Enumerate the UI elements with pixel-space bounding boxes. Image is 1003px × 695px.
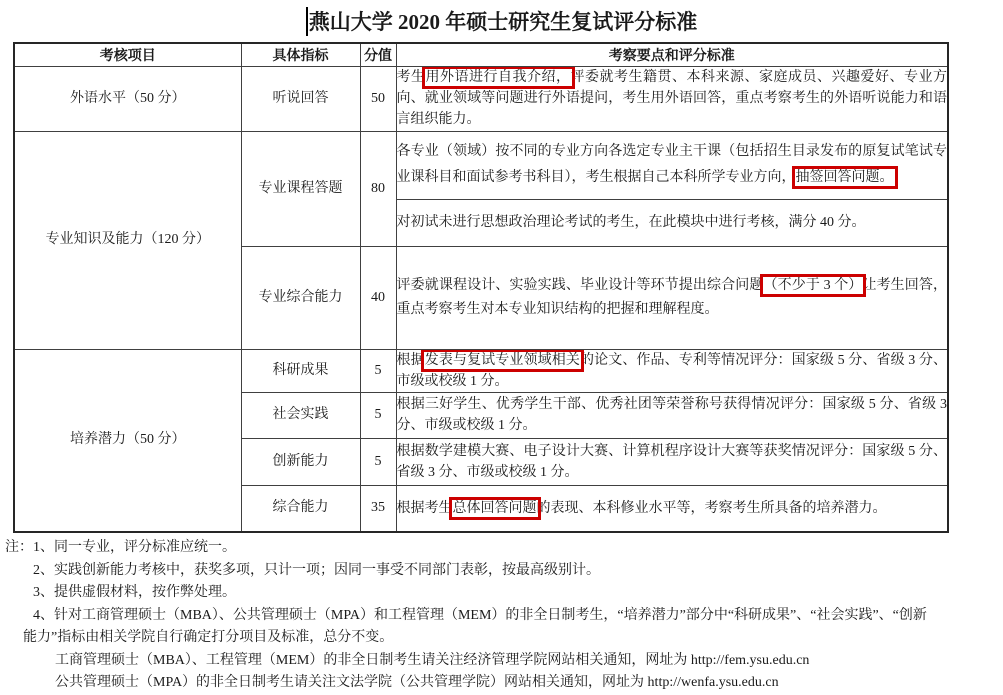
cell-score-listening: 50	[360, 66, 396, 131]
cell-score-social: 5	[360, 392, 396, 438]
note-line-2: 2、实践创新能力考核中，获奖多项，只计一项；因同一事受不同部门表彰，按最高级别计。	[33, 562, 600, 578]
cell-indicator-course: 专业课程答题	[241, 131, 360, 246]
note-line-mba-mem: 工商管理硕士（MBA）、工程管理（MEM）的非全日制考生请关注经济管理学院网站相关通知，网址为 http://fem.ysu.edu.cn	[55, 652, 810, 668]
table-row	[14, 349, 948, 392]
cell-indicator-comprehensive: 专业综合能力	[241, 246, 360, 349]
document-title-row	[0, 4, 1003, 38]
header-score: 分值	[360, 43, 396, 66]
note-line-4-wrap: 能力”指标由相关学院自行确定打分项目及标准，总分不变。	[23, 630, 394, 645]
table-row	[14, 66, 948, 131]
cell-criteria-research	[396, 349, 948, 392]
table-header-row	[14, 43, 948, 66]
criteria-text: 评委就课程设计、实验实践、毕业设计等环节提出综合问题	[396, 277, 764, 293]
cell-indicator-research: 科研成果	[241, 349, 360, 392]
note-line-mpa: 公共管理硕士（MPA）的非全日制考生请关注文法学院（公共管理学院）网站相关通知，网址为 http://wenfa.ysu.edu.cn	[55, 675, 779, 690]
cell-score-overall: 35	[360, 485, 396, 532]
highlight-box-at-least-three: （不少于 3 个）	[763, 277, 863, 293]
text-cursor	[306, 7, 308, 36]
criteria-text: 根据考生	[396, 500, 453, 516]
header-indicator: 具体指标	[241, 43, 360, 66]
footnotes	[5, 537, 1001, 695]
criteria-text: 根据数学建模大赛、电子设计大赛、计算机程序设计大赛等获奖情况评分：国家级 5 分、省级 3 分、市级或校级 1 分。	[396, 443, 947, 480]
cell-criteria-listening	[396, 66, 948, 131]
cell-indicator-overall: 综合能力	[241, 485, 360, 532]
cell-criteria-overall	[396, 485, 948, 532]
cell-criteria-social	[396, 392, 948, 438]
criteria-text: 的表现、本科修业水平等，考察考生所具备的培养潜力。	[536, 500, 887, 516]
criteria-text: 对初试未进行思想政治理论考试的考生，在此模块中进行考核，满分 40 分。	[396, 215, 866, 230]
criteria-text: 根据	[396, 352, 425, 368]
cell-score-comprehensive: 40	[360, 246, 396, 349]
cell-indicator-innovation: 创新能力	[241, 438, 360, 485]
note-line-1: 注：1、同一专业，评分标准应统一。	[5, 540, 236, 555]
page-title: 燕山大学 2020 年硕士研究生复试评分标准	[308, 10, 698, 34]
header-exam-item: 考核项目	[14, 43, 241, 66]
cell-criteria-innovation	[396, 438, 948, 485]
highlight-box-related-field: 发表与复试专业领域相关	[424, 352, 580, 368]
cell-criteria-comprehensive	[396, 246, 948, 349]
criteria-text: 各专业（领域）按不同的专业方向各选定专业主干课（包括招生目录发布的原复试笔试专业课科目和面试参考书科目），考生根据自己本科所学专业方向，	[396, 144, 947, 185]
cell-score-innovation: 5	[360, 438, 396, 485]
cell-item-foreign-language: 外语水平（50 分）	[14, 66, 241, 131]
cell-item-professional-knowledge: 专业知识及能力（120 分）	[14, 131, 241, 349]
cell-indicator-social: 社会实践	[241, 392, 360, 438]
criteria-text: 考生	[396, 70, 426, 85]
highlight-box-draw-lots: 抽签回答问题。	[795, 170, 894, 185]
cell-score-course: 80	[360, 131, 396, 246]
note-line-4: 4、针对工商管理硕士（MBA）、公共管理硕士（MPA）和工程管理（MEM）的非全日制考生，“培养潜力”部分中“科研成果”、“社会实践”、“创新	[33, 607, 927, 623]
cell-score-research: 5	[360, 349, 396, 392]
criteria-text: 评委就考生籍贯、本科来源、家庭成员、兴趣爱好、专业方向、就业领域等问题进行外语提问，考生用外语回答，重点考察考生的外语听说能力和语言组织能力。	[396, 70, 947, 127]
scoring-table	[13, 42, 949, 533]
criteria-text: 让考生回答，重点考察考生对本专业知识结构的把握和理解程度。	[396, 277, 948, 317]
header-criteria: 考察要点和评分标准	[396, 43, 948, 66]
note-line-3: 3、提供虚假材料，按作弊处理。	[33, 585, 236, 600]
criteria-text: 根据三好学生、优秀学生干部、优秀社团等荣誉称号获得情况评分：国家级 5 分、省级 3 分、市级或校级 1 分。	[396, 397, 947, 433]
highlight-box-overall-answers: 总体回答问题	[452, 500, 537, 516]
table-row	[14, 131, 948, 199]
highlight-box-self-introduction: 用外语进行自我介绍，	[425, 70, 571, 85]
cell-criteria-course-a	[396, 131, 948, 199]
cell-indicator-listening: 听说回答	[241, 66, 360, 131]
criteria-text: 的论文、作品、专利等情况评分：国家级 5 分、省级 3 分、市级或校级 1 分。	[396, 352, 948, 389]
cell-criteria-course-b	[396, 199, 948, 246]
cell-item-potential: 培养潜力（50 分）	[14, 349, 241, 532]
